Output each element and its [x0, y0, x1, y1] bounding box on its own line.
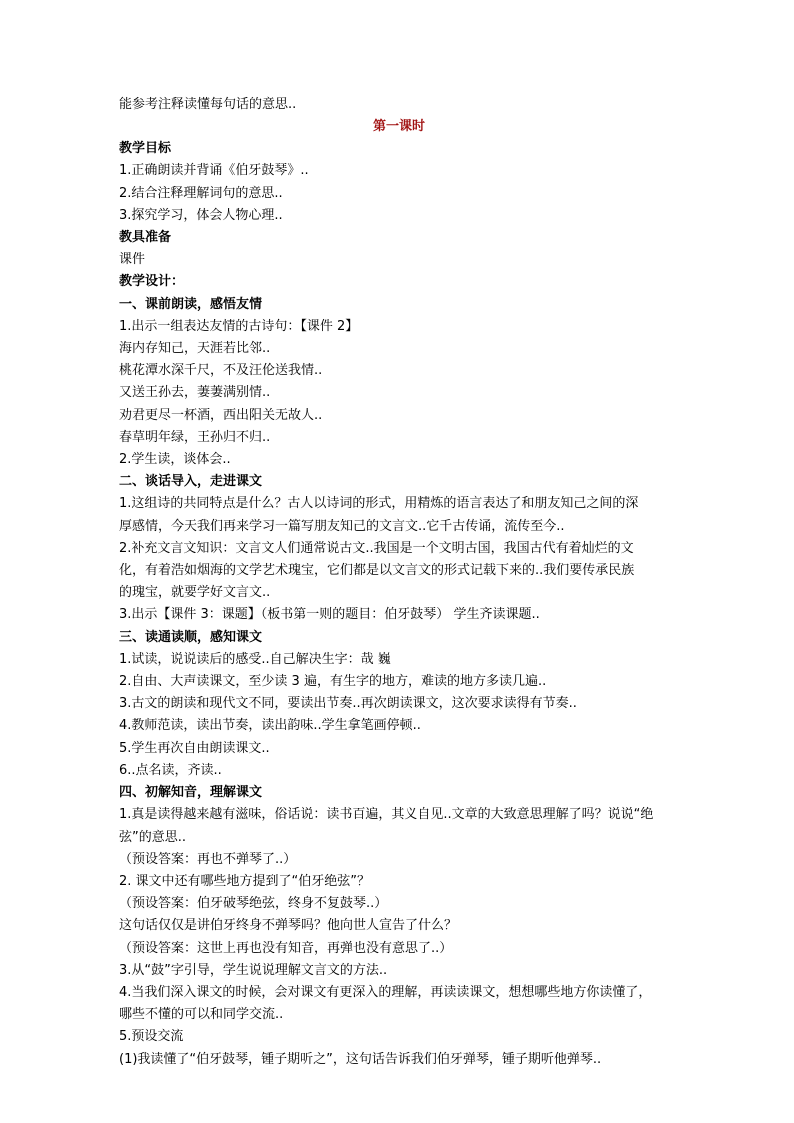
intro-text: 能参考注释读懂每句话的意思..: [119, 97, 297, 112]
section-line: 哪些不懂的可以和同学交流..: [119, 1007, 284, 1023]
section-line: 的瑰宝，就要学好文言文..: [119, 585, 271, 601]
section-line: 4.教师范读，读出节奏，读出韵味..学生拿笔画停顿..: [119, 718, 421, 734]
lesson-title: 第一课时: [372, 119, 425, 135]
section-heading: 二、谈话导入，走进课文: [119, 474, 263, 490]
poem-line: 劝君更尽一杯酒，西出阳关无故人..: [119, 407, 323, 423]
section-line: 1.这组诗的共同特点是什么？古人以诗词的形式，用精炼的语言表达了和朋友知己之间的深: [119, 496, 639, 512]
section-heading: 四、初解知音，理解课文: [119, 785, 263, 801]
document-page: [119, 94, 679, 1071]
section-line: 4.当我们深入课文的时候，会对课文有更深入的理解，再读读课文，想想哪些地方你读懂了，: [119, 984, 652, 1000]
section-line: 1.试读，说说读后的感受..自己解决生字：哉 巍: [119, 651, 391, 667]
section-line: 3.古文的朗读和现代文不同，要读出节奏..再次朗读课文，这次要求读得有节奏..: [119, 696, 577, 712]
section-line: 这句话仅仅是讲伯牙终身不弹琴吗？他向世人宣告了什么？: [119, 918, 458, 934]
section-line: （预设答案：这世上再也没有知音，再弹也没有意思了..）: [119, 940, 453, 956]
section-line: 2.自由、大声读课文，至少读 3 遍，有生字的地方，难读的地方多读几遍..: [119, 674, 547, 690]
section-line: 2.补充文言文知识：文言文人们通常说古文..我国是一个文明古国，我国古代有着灿烂的文: [119, 540, 634, 556]
tools-heading: 教具准备: [119, 230, 172, 246]
goal-item: 2.结合注释理解词句的意思..: [119, 185, 283, 201]
section-line: 1.出示一组表达友情的古诗句：【课件 2】: [119, 318, 359, 334]
section-line: 3.出示【课件 3：课题】（板书第一则的题目：伯牙鼓琴） 学生齐读课题..: [119, 607, 540, 623]
poem-line: 春草明年绿，王孙归不归..: [119, 429, 271, 445]
poem-line: 又送王孙去，萋萋满别情..: [119, 385, 271, 401]
tools-text: 课件: [119, 252, 146, 268]
design-heading: 教学设计：: [119, 274, 185, 290]
section-line: 弦”的意思..: [119, 829, 186, 845]
section-line: 5.预设交流: [119, 1029, 184, 1045]
section-line: 2. 课文中还有哪些地方提到了“伯牙绝弦”？: [119, 873, 371, 889]
poem-line: 桃花潭水深千尺，不及汪伦送我情..: [119, 363, 323, 379]
goal-item: 1.正确朗读并背诵《伯牙鼓琴》..: [119, 163, 309, 179]
section-line: 1.真是读得越来越有滋味，俗话说：读书百遍，其义自见..文章的大致意思理解了吗？说说“绝: [119, 807, 654, 823]
section-line: 化，有着浩如烟海的文学艺术瑰宝，它们都是以文言文的形式记载下来的..我们要传承民族: [119, 563, 635, 579]
section-line: 厚感情，今天我们再来学习一篇写朋友知己的文言文..它千古传诵，流传至今..: [119, 518, 565, 534]
poem-line: 海内存知己，天涯若比邻..: [119, 341, 271, 357]
section-line: 3.从“鼓”字引导，学生说说理解文言文的方法..: [119, 962, 388, 978]
section-heading: 三、读通读顺，感知课文: [119, 629, 263, 645]
section-line: （预设答案：伯牙破琴绝弦，终身不复鼓琴..）: [119, 896, 388, 912]
goal-item: 3.探究学习，体会人物心理..: [119, 207, 283, 223]
section-heading: 一、课前朗读，感悟友情: [119, 296, 263, 312]
goals-heading: 教学目标: [119, 141, 172, 157]
section-line: (1)我读懂了“伯牙鼓琴，锺子期听之”，这句话告诉我们伯牙弹琴，锺子期听他弹琴..: [119, 1051, 602, 1067]
section-line: 2.学生读，谈体会..: [119, 452, 231, 468]
section-line: 6..点名读，齐读..: [119, 762, 222, 778]
section-line: （预设答案：再也不弹琴了..）: [119, 851, 297, 867]
section-line: 5.学生再次自由朗读课文..: [119, 740, 270, 756]
